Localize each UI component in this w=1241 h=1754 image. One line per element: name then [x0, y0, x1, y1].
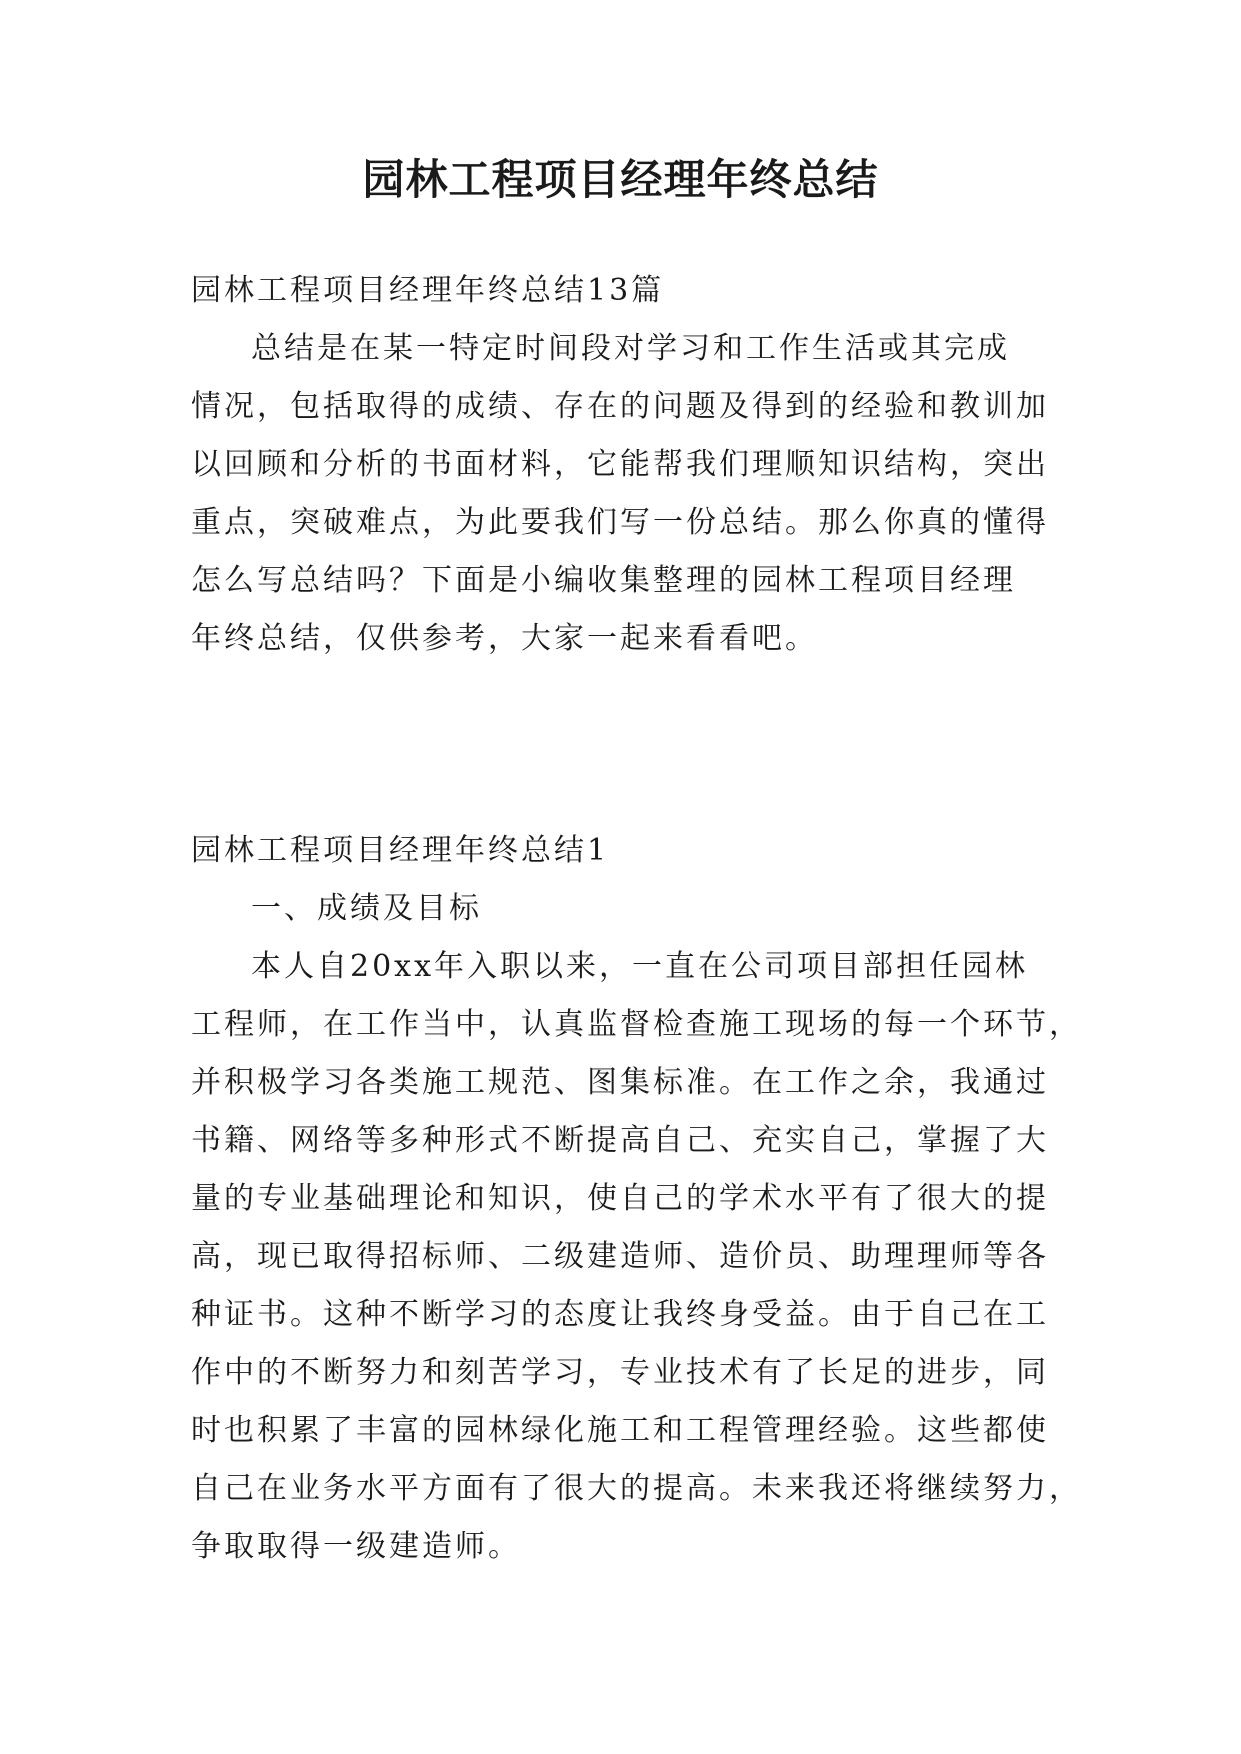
- section-body-line: 作中的不断努力和刻苦学习，专业技术有了长足的进步，同: [191, 1355, 1049, 1390]
- section-body-line: 书籍、网络等多种形式不断提高自己、充实自己，掌握了大: [191, 1123, 1049, 1158]
- document-subtitle: 园林工程项目经理年终总结13篇: [191, 273, 665, 308]
- section-body-line: 并积极学习各类施工规范、图集标准。在工作之余，我通过: [191, 1065, 1049, 1100]
- section-body-line: 种证书。这种不断学习的态度让我终身受益。由于自己在工: [191, 1297, 1049, 1332]
- intro-line: 情况，包括取得的成绩、存在的问题及得到的经验和教训加: [191, 389, 1049, 424]
- section-body-line: 自己在业务水平方面有了很大的提高。未来我还将继续努力，: [191, 1471, 1082, 1506]
- intro-line: 以回顾和分析的书面材料，它能帮我们理顺知识结构，突出: [191, 447, 1049, 482]
- section-body-line: 本人自20xx年入职以来，一直在公司项目部担任园林: [251, 949, 1029, 984]
- section-1: [191, 822, 1082, 1576]
- document-title: 园林工程项目经理年终总结: [362, 155, 879, 204]
- section-body-line: 量的专业基础理论和知识，使自己的学术水平有了很大的提: [191, 1181, 1049, 1216]
- intro-line: 总结是在某一特定时间段对学习和工作生活或其完成: [251, 331, 1010, 366]
- section-body-line: 时也积累了丰富的园林绿化施工和工程管理经验。这些都使: [191, 1413, 1049, 1448]
- intro-line: 重点，突破难点，为此要我们写一份总结。那么你真的懂得: [191, 505, 1049, 540]
- section-subheading: 一、成绩及目标: [251, 891, 482, 926]
- intro-line: 年终总结，仅供参考，大家一起来看看吧。: [191, 621, 818, 656]
- intro-line: 怎么写总结吗？下面是小编收集整理的园林工程项目经理: [191, 563, 1016, 598]
- section-heading: 园林工程项目经理年终总结1: [191, 833, 610, 868]
- section-body-line: 高，现已取得招标师、二级建造师、造价员、助理理师等各: [191, 1239, 1049, 1274]
- intro-section: [191, 262, 1051, 668]
- section-body-line: 争取取得一级建造师。: [191, 1529, 521, 1564]
- section-body-line: 工程师，在工作当中，认真监督检查施工现场的每一个环节，: [191, 1007, 1082, 1042]
